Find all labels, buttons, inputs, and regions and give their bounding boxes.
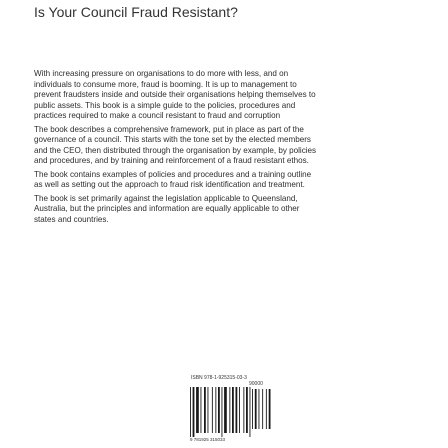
barcode-bar [229, 387, 230, 433]
barcode-bar [243, 387, 244, 433]
barcode-bar [208, 387, 209, 433]
barcode-bar [193, 387, 195, 437]
description-text [34, 69, 321, 228]
barcode-icon [188, 387, 274, 437]
barcode-addon-bar [259, 389, 260, 429]
page-title: Is Your Council Fraud Resistant? [34, 4, 238, 20]
barcode-bar [215, 387, 216, 433]
barcode-bar [224, 387, 227, 433]
barcode-bar [190, 387, 191, 437]
barcode-bar [232, 387, 234, 433]
barcode-bar [204, 387, 206, 433]
barcode-bar [196, 387, 199, 433]
barcode-addon-bar [252, 389, 253, 429]
barcode-bar [218, 387, 220, 433]
barcode-addon-bar [262, 389, 263, 429]
paragraph-2: The book describes a comprehensive framework, put in place as part of the governance of a council. This starts with the tone set by the elected members and the CEO, then distributed through the organisation by example, by policies and procedures, and by training and reinforcement of a fraud resistant ethos. [34, 124, 317, 165]
barcode-addon-bar [266, 389, 267, 429]
barcode-bar [239, 387, 240, 433]
paragraph-4: The book is set primarily against the legislation applicable to Queensland, Australia, but the principles and information are equally applicable to other states and countries. [34, 193, 300, 224]
barcode-addon-bar [255, 389, 257, 429]
barcode-bar [236, 387, 238, 433]
barcode-bar [222, 387, 223, 437]
paragraph-3: The book contains examples of policies and procedures and a training outline as well as setting out the approach to fraud risk identification and treatment. [34, 169, 312, 189]
barcode-bar [201, 387, 202, 433]
barcode-bar [246, 387, 248, 433]
isbn-number: ISBN 978-1-925315-03-3 [191, 375, 247, 381]
barcode-addon-digits: 90000 [249, 381, 263, 387]
isbn-barcode [188, 375, 274, 448]
barcode-human-readable: 9 781925 315033 [190, 437, 226, 442]
paragraph-1: With increasing pressure on organisations to do more with less, and on individuals to consume more, fraud is booming. It is up to management to prevent fraudsters inside and outside their organisations helping themselves to public assets. This book is a simple guide to the policies, procedures and practices required to make a council resistant to fraud and corruption [34, 69, 316, 120]
barcode-bar [212, 387, 213, 433]
barcode-bar [250, 387, 251, 437]
barcode-addon-bar [269, 389, 271, 429]
